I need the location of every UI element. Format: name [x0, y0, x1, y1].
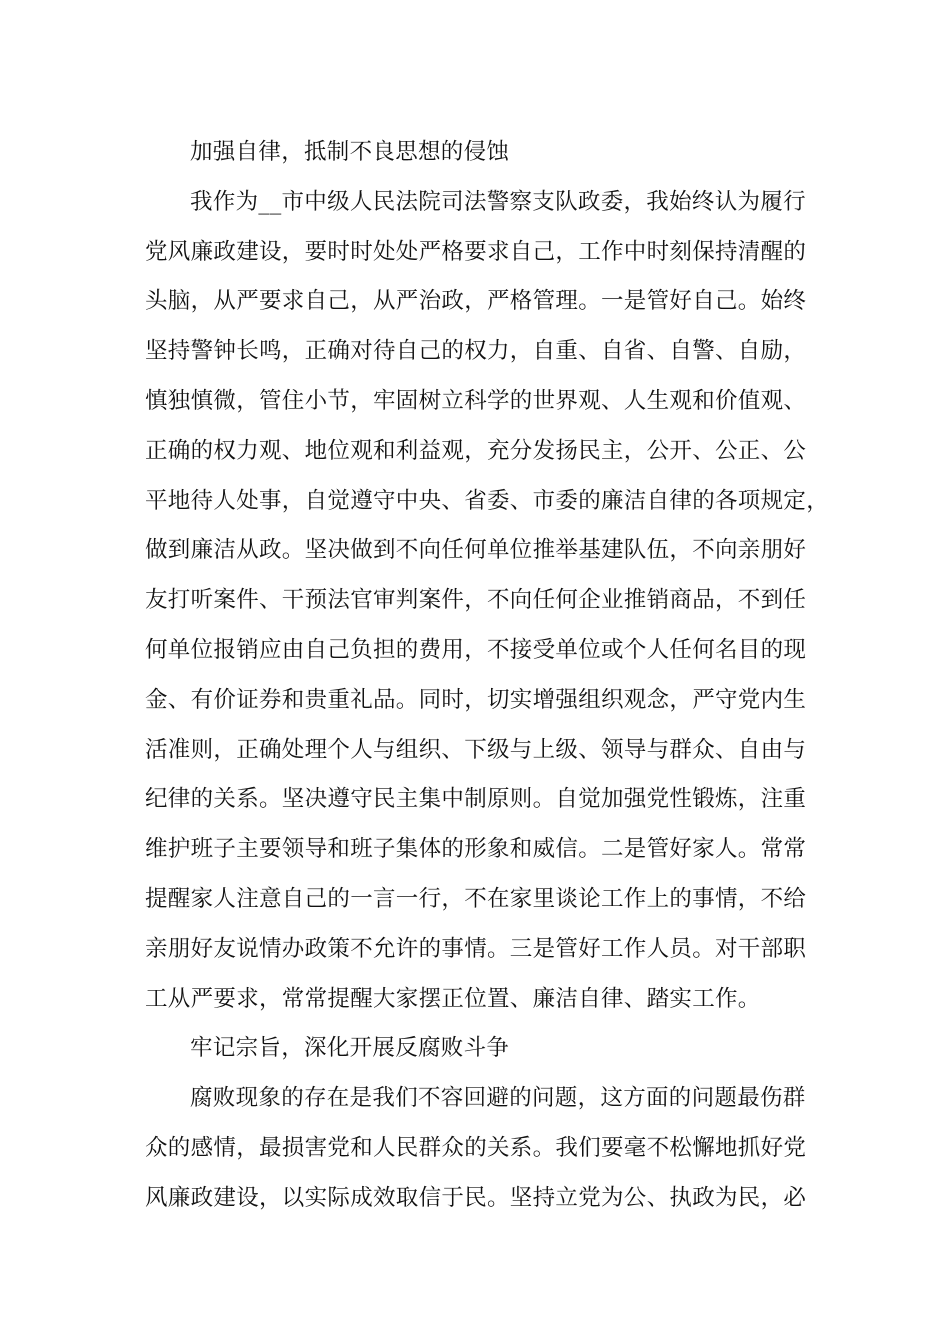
paragraph-line: 何单位报销应由自己负担的费用，不接受单位或个人任何名目的现 [145, 636, 807, 663]
paragraph-line: 平地待人处事，自觉遵守中央、省委、市委的廉洁自律的各项规定， [145, 487, 830, 514]
paragraph-line: 正确的权力观、地位观和利益观，充分发扬民主，公开、公正、公 [145, 437, 807, 464]
paragraph-line: 腐败现象的存在是我们不容回避的问题，这方面的问题最伤群 [190, 1085, 806, 1112]
paragraph-line: 纪律的关系。坚决遵守民主集中制原则。自觉加强党性锻炼，注重 [145, 786, 807, 813]
paragraph-line: 提醒家人注意自己的一言一行，不在家里谈论工作上的事情，不给 [145, 885, 807, 912]
paragraph-line: 维护班子主要领导和班子集体的形象和威信。二是管好家人。常常 [145, 836, 807, 863]
paragraph-line: 活准则，正确处理个人与组织、下级与上级、领导与群众、自由与 [145, 736, 807, 763]
paragraph-line: 亲朋好友说情办政策不允许的事情。三是管好工作人员。对干部职 [145, 935, 807, 962]
paragraph-line: 头脑，从严要求自己，从严治政，严格管理。一是管好自己。始终 [145, 288, 807, 315]
paragraph-line: 风廉政建设，以实际成效取信于民。坚持立党为公、执政为民，必 [145, 1184, 807, 1211]
paragraph-line: 党风廉政建设，要时时处处严格要求自己，工作中时刻保持清醒的 [145, 238, 807, 265]
paragraph-line: 做到廉洁从政。坚决做到不向任何单位推举基建队伍，不向亲朋好 [145, 537, 807, 564]
section-heading: 加强自律，抵制不良思想的侵蚀 [190, 139, 510, 165]
paragraph-line: 工从严要求，常常提醒大家摆正位置、廉洁自律、踏实工作。 [145, 985, 761, 1012]
paragraph-line: 坚持警钟长鸣，正确对待自己的权力，自重、自省、自警、自励， [145, 338, 807, 365]
paragraph-line: 众的感情，最损害党和人民群众的关系。我们要毫不松懈地抓好党 [145, 1134, 807, 1161]
paragraph-line: 金、有价证券和贵重礼品。同时，切实增强组织观念，严守党内生 [145, 686, 807, 713]
paragraph-line: 友打听案件、干预法官审判案件，不向任何企业推销商品，不到任 [145, 587, 807, 614]
paragraph-line: 慎独慎微，管住小节，牢固树立科学的世界观、人生观和价值观、 [145, 387, 807, 414]
paragraph-line: 我作为__市中级人民法院司法警察支队政委，我始终认为履行 [190, 188, 806, 215]
document-body [145, 128, 830, 1224]
section-heading: 牢记宗旨，深化开展反腐败斗争 [190, 1035, 510, 1062]
